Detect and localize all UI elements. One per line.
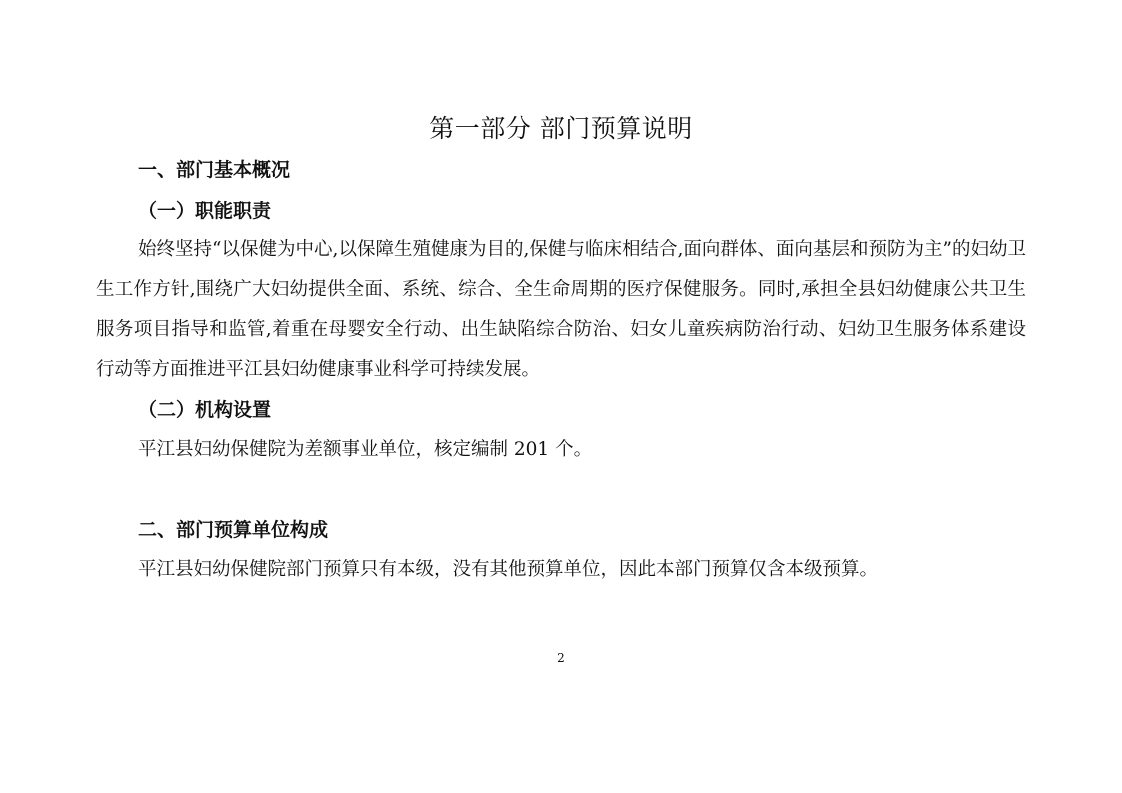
section-heading-budget-units: 二、部门预算单位构成 bbox=[138, 519, 329, 541]
page-title: 第一部分 部门预算说明 bbox=[429, 114, 693, 143]
paragraph-budget-units: 平江县妇幼保健院部门预算只有本级，没有其他预算单位，因此本部门预算仅含本级预算。 bbox=[138, 559, 879, 580]
subsection-heading-duties: （一）职能职责 bbox=[138, 200, 272, 222]
subsection-heading-organization: （二）机构设置 bbox=[138, 399, 272, 421]
paragraph-duties: 始终坚持“以保健为中心,以保障生殖健康为目的,保健与临床相结合,面向群体、面向基层和预防为主”的妇幼卫生工作方针,围绕广大妇幼提供全面、系统、综合、全生命周期的医疗保健服务。同时,承担全县妇幼健康公共卫生服务项目指导和监管,着重在母婴安全行动、出生缺陷综合防治、妇女儿童疾病防治行动、妇幼卫生服务体系建设行动等方面推进平江县妇幼健康事业科学可持续发展。 bbox=[96, 239, 1026, 380]
paragraph-organization: 平江县妇幼保健院为差额事业单位，核定编制 201 个。 bbox=[138, 439, 593, 460]
section-heading-department-overview: 一、部门基本概况 bbox=[138, 159, 291, 181]
page-number: 2 bbox=[557, 651, 565, 665]
